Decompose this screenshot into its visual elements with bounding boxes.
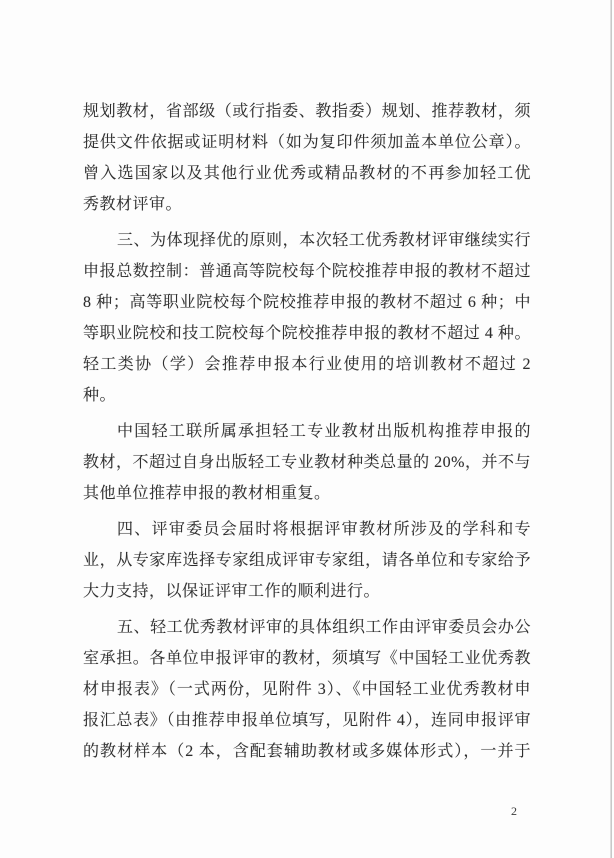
text-line: 种。 — [83, 387, 117, 404]
text-line: 轻工类协（学）会推荐申报本行业使用的培训教材不超过 2 — [83, 356, 531, 373]
text-line: 五、轻工优秀教材评审的具体组织工作由评审委员会办公 — [117, 619, 531, 636]
text-line: 曾入选国家以及其他行业优秀或精品教材的不再参加轻工优 — [83, 165, 531, 182]
text-line: 提供文件依据或证明材料（如为复印件须加盖本单位公章）。 — [83, 134, 531, 151]
text-line: 8 种；高等职业院校每个院校推荐申报的教材不超过 6 种；中 — [83, 294, 531, 311]
text-line: 三、为体现择优的原则，本次轻工优秀教材评审继续实行 — [117, 232, 531, 249]
text-line: 材申报表》（一式两份，见附件 3）、《中国轻工业优秀教材申 — [83, 681, 531, 698]
scan-edge-line — [610, 0, 612, 858]
text-line: 的教材样本（2 本，含配套辅助教材或多媒体形式），一并于 — [83, 743, 531, 760]
text-line: 报汇总表》（由推荐申报单位填写，见附件 4），连同申报评审 — [83, 712, 531, 729]
page-number: 2 — [511, 804, 517, 818]
document-body — [83, 96, 531, 767]
text-line: 教材，不超过自身出版轻工专业教材种类总量的 20%，并不与 — [83, 454, 531, 471]
text-line: 业，从专家库选择专家组成评审专家组，请各单位和专家给予 — [83, 552, 531, 569]
text-line: 室承担。各单位申报评审的教材，须填写《中国轻工业优秀教 — [83, 650, 531, 667]
text-line: 秀教材评审。 — [83, 196, 183, 213]
text-line: 大力支持，以保证评审工作的顺利进行。 — [83, 583, 381, 600]
text-line: 申报总数控制：普通高等院校每个院校推荐申报的教材不超过 — [83, 263, 531, 280]
text-line: 规划教材，省部级（或行指委、教指委）规划、推荐教材，须 — [83, 103, 531, 120]
text-line: 四、评审委员会届时将根据评审教材所涉及的学科和专 — [117, 521, 531, 538]
text-line: 等职业院校和技工院校每个院校推荐申报的教材不超过 4 种。 — [83, 325, 531, 342]
text-line: 中国轻工联所属承担轻工专业教材出版机构推荐申报的 — [117, 423, 531, 440]
text-line: 其他单位推荐申报的教材相重复。 — [83, 485, 331, 502]
